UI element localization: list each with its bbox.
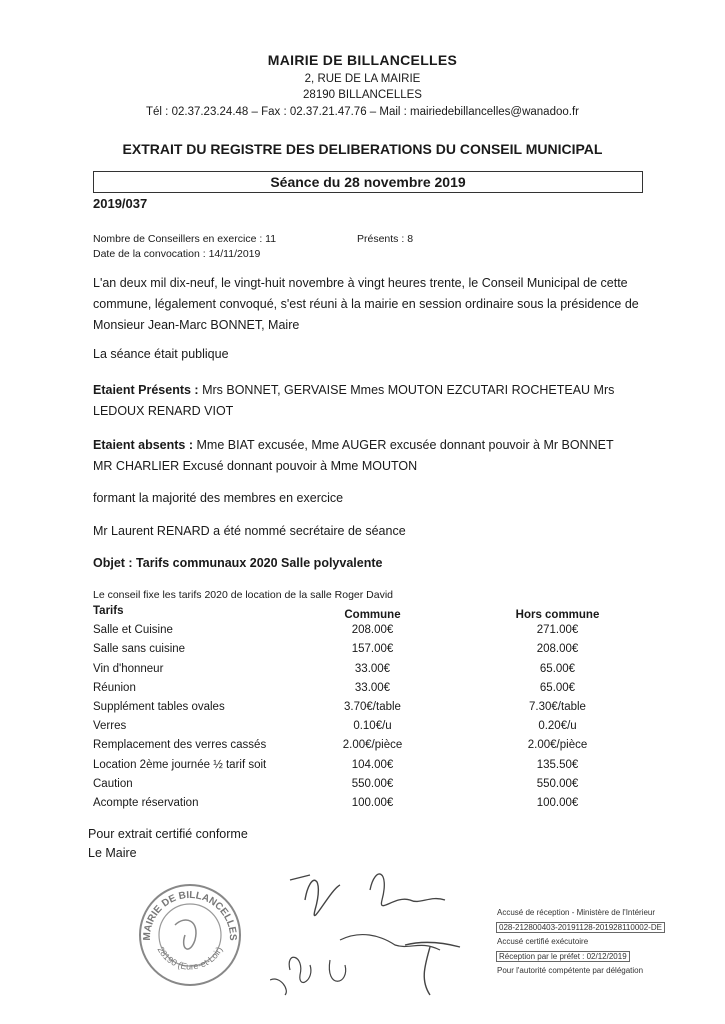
table-row-label: Réunion	[93, 681, 136, 694]
accuse-line-3: Accusé certifié exécutoire	[497, 937, 589, 946]
table-row-label: Vin d'honneur	[93, 662, 164, 675]
document-title: EXTRAIT DU REGISTRE DES DELIBERATIONS DU CONSEIL MUNICIPAL	[122, 141, 603, 157]
publique-text: La séance était publique	[93, 347, 229, 361]
table-row-label: Acompte réservation	[93, 797, 199, 809]
table-cell: 100.00€	[351, 797, 394, 809]
table-row-label: Salle sans cuisine	[93, 643, 186, 656]
table-cell: 550.00€	[351, 777, 394, 790]
table-cell: 7.30€/table	[529, 701, 586, 713]
signature-mark	[400, 935, 470, 1005]
convocation-date: Date de la convocation : 14/11/2019	[93, 248, 261, 260]
table-intro: Le conseil fixe les tarifs 2020 de location de la salle Roger David	[93, 589, 394, 601]
accuse-line-4: Réception par le préfet : 02/12/2019	[496, 951, 630, 962]
accuse-line-1: Accusé de réception - Ministère de l'Intérieur	[497, 908, 656, 917]
table-row-label: Remplacement des verres cassés	[93, 739, 267, 752]
address-line-1: 2, RUE DE LA MAIRIE	[304, 73, 421, 85]
table-row-label: Verres	[93, 720, 127, 733]
table-cell: 33.00€	[354, 662, 391, 675]
deliberation-reference: 2019/037	[93, 196, 148, 211]
absents-line-1	[93, 438, 614, 452]
table-row-label: Supplément tables ovales	[93, 701, 225, 713]
table-cell: 157.00€	[351, 643, 394, 656]
table-cell: 33.00€	[354, 681, 391, 694]
mairie-title: MAIRIE DE BILLANCELLES	[267, 52, 458, 68]
table-cell: 100.00€	[536, 797, 579, 809]
presents-count: Présents : 8	[357, 233, 414, 245]
table-cell: 135.50€	[536, 758, 579, 771]
secretaire-text: Mr Laurent RENARD a été nommé secrétaire de séance	[93, 524, 406, 538]
accuse-line-5: Pour l'autorité compétente par délégation	[497, 966, 644, 975]
address-line-2: 28190 BILLANCELLES	[303, 89, 422, 101]
objet-text: Objet : Tarifs communaux 2020 Salle polyvalente	[93, 556, 383, 570]
table-row-label: Salle et Cuisine	[93, 624, 173, 637]
accuse-line-2: 028-212800403-20191128-201928110002-DE	[496, 922, 665, 933]
table-row-label: Location 2ème journée ½ tarif soit	[93, 758, 267, 771]
absents-text-1: Mme BIAT excusée, Mme AUGER excusée donnant pouvoir à Mr BONNET	[196, 438, 614, 452]
stamp-text-bottom: 28190 (Eure-et-Loir)	[155, 944, 225, 972]
table-cell: 104.00€	[351, 758, 394, 771]
table-cell: 65.00€	[539, 681, 576, 694]
table-cell: 550.00€	[536, 777, 579, 790]
intro-paragraph: L'an deux mil dix-neuf, le vingt-huit novembre à vingt heures trente, le Conseil Municipal de cette commune, légalement convoqué, s'est réuni à la mairie en session ordinaire sous la présidence de Monsieur Jean-Marc BONNET, Maire	[93, 276, 639, 332]
table-cell: 2.00€/pièce	[342, 739, 403, 752]
table-cell: 271.00€	[536, 624, 579, 637]
table-header: Tarifs	[93, 605, 124, 617]
majorite-text: formant la majorité des membres en exercice	[93, 491, 344, 505]
table-header: Hors commune	[515, 609, 600, 621]
presents-label: Etaient Présents :	[93, 383, 199, 397]
absents-label: Etaient absents :	[93, 438, 194, 452]
presents-text: Mrs BONNET, GERVAISE Mmes MOUTON EZCUTARI ROCHETEAU Mrs LEDOUX RENARD VIOT	[93, 383, 615, 418]
table-row-label: Caution	[93, 777, 133, 790]
table-cell: 0.10€/u	[353, 720, 392, 733]
table-cell: 208.00€	[351, 624, 394, 637]
absents-line-2: MR CHARLIER Excusé donnant pouvoir à Mme MOUTON	[93, 459, 418, 473]
stamp-text-top: MAIRIE DE BILLANCELLES	[141, 889, 239, 941]
contact-line: Tél : 02.37.23.24.48 – Fax : 02.37.21.47.76 – Mail : mairiedebillancelles@wanadoo.fr	[146, 106, 579, 118]
closing-line-1: Pour extrait certifié conforme	[88, 827, 248, 841]
conseillers-count: Nombre de Conseillers en exercice : 11	[93, 233, 277, 245]
presents-paragraph	[93, 380, 653, 422]
closing-line-2: Le Maire	[88, 846, 137, 860]
table-cell: 2.00€/pièce	[527, 739, 588, 752]
table-cell: 0.20€/u	[538, 720, 577, 733]
table-cell: 3.70€/table	[344, 701, 401, 713]
table-header: Commune	[344, 609, 401, 621]
seance-date: Séance du 28 novembre 2019	[93, 171, 643, 193]
mairie-stamp	[135, 880, 245, 990]
table-cell: 208.00€	[536, 643, 579, 656]
table-cell: 65.00€	[539, 662, 576, 675]
